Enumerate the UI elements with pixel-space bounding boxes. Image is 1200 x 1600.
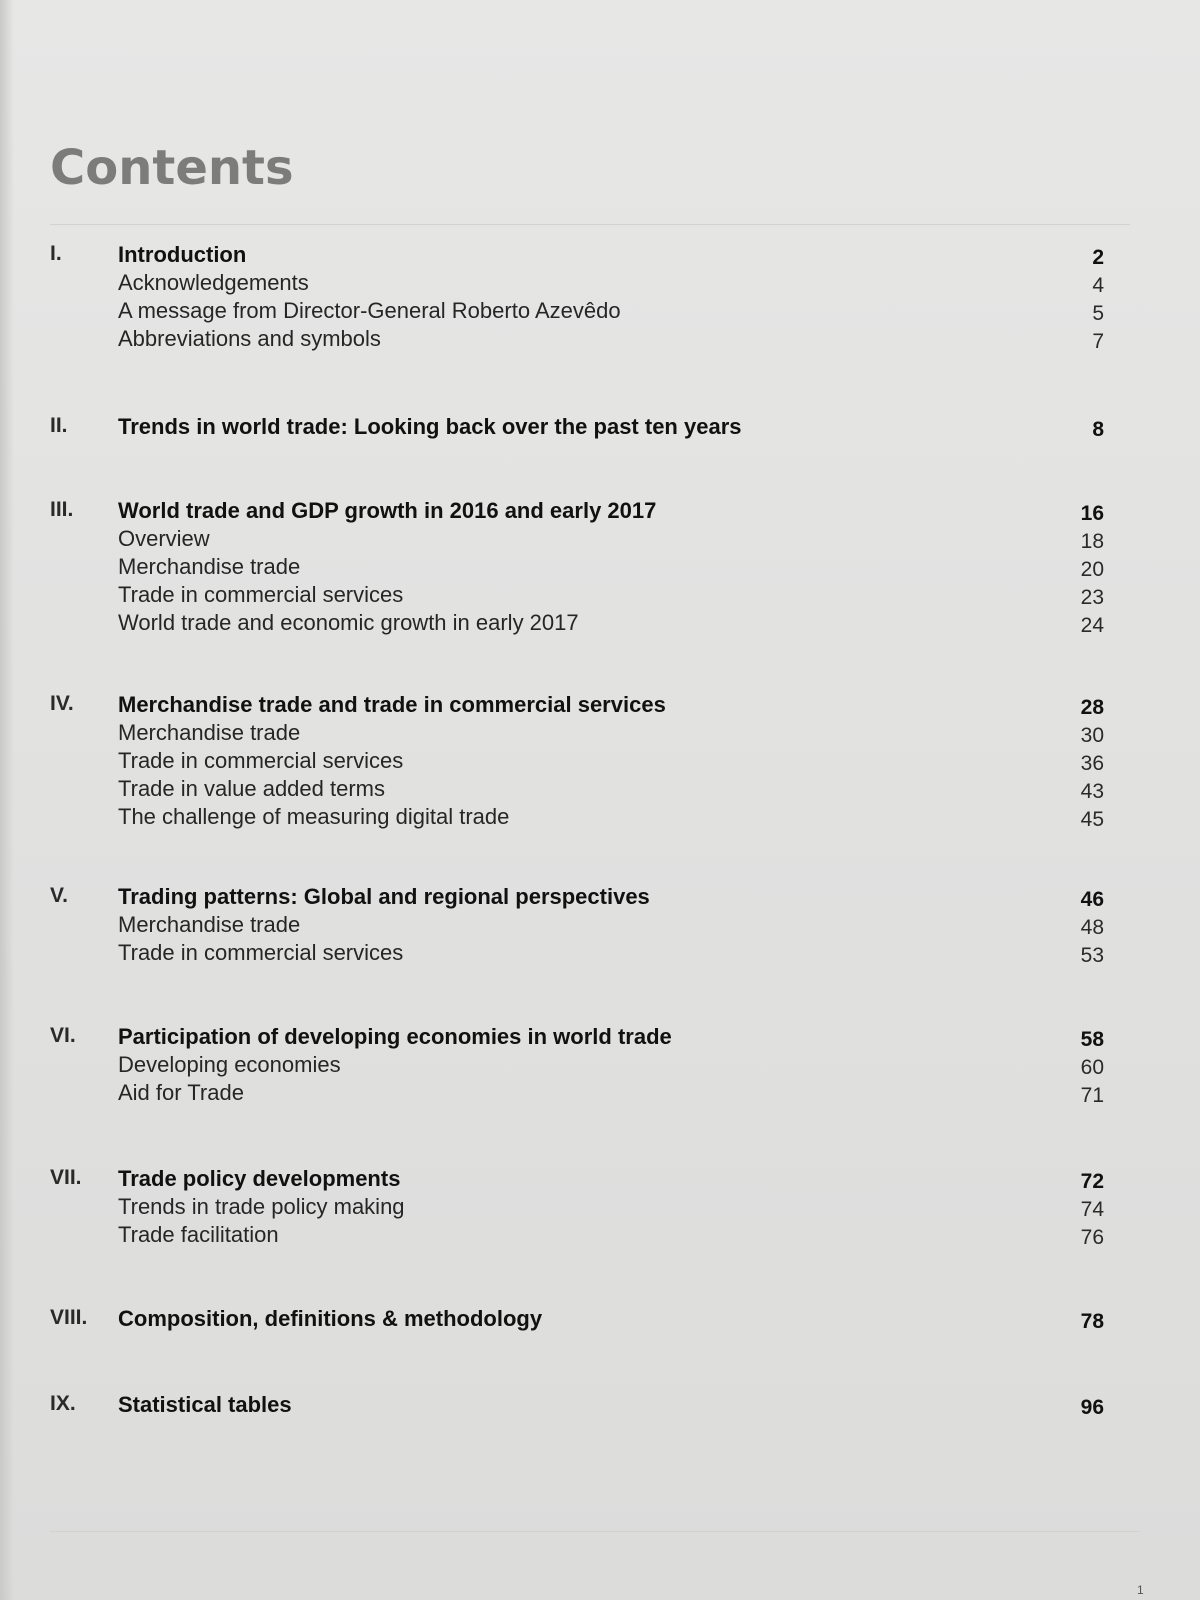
page-number: 23 — [1080, 586, 1104, 609]
entry-title: The challenge of measuring digital trade — [118, 804, 510, 829]
entry-title: Merchandise trade — [118, 912, 301, 937]
entry-title: Merchandise trade — [118, 720, 301, 745]
page-number: 72 — [1080, 1170, 1104, 1193]
entry-title: Trade in value added terms — [118, 776, 385, 801]
entry-title: World trade and economic growth in early 2017 — [118, 610, 579, 635]
page-number: 36 — [1080, 752, 1104, 775]
toc-entry[interactable] — [0, 1080, 1200, 1108]
toc-entry[interactable] — [0, 940, 1200, 968]
entry-title: Trade in commercial services — [118, 748, 404, 773]
toc-entry-introduction[interactable] — [0, 242, 1200, 270]
section-title: Trading patterns: Global and regional perspectives — [118, 884, 650, 909]
toc-entry[interactable] — [0, 748, 1200, 776]
toc-entry-trade-policy[interactable] — [0, 1166, 1200, 1194]
page-title: Contents — [50, 140, 294, 196]
page-number: 76 — [1080, 1226, 1104, 1249]
entry-title: Overview — [118, 526, 210, 551]
section-numeral: IX. — [50, 1392, 76, 1415]
section-title: World trade and GDP growth in 2016 and early 2017 — [118, 498, 657, 523]
page-number: 60 — [1080, 1056, 1104, 1079]
toc-entry[interactable] — [0, 1194, 1200, 1222]
page-number: 5 — [1092, 302, 1104, 325]
entry-title: Trade facilitation — [118, 1222, 279, 1247]
page-number: 20 — [1080, 558, 1104, 581]
toc-entry-merchandise-commercial[interactable] — [0, 692, 1200, 720]
section-numeral: VI. — [50, 1024, 76, 1047]
page-number: 28 — [1080, 696, 1104, 719]
section-numeral: VIII. — [50, 1306, 88, 1329]
page-number: 43 — [1080, 780, 1104, 803]
toc-entry[interactable] — [0, 776, 1200, 804]
toc-entry-trading-patterns[interactable] — [0, 884, 1200, 912]
bottom-divider — [50, 1531, 1140, 1532]
toc-entry[interactable] — [0, 1222, 1200, 1250]
toc-section-8 — [0, 1306, 1200, 1334]
toc-entry[interactable] — [0, 804, 1200, 832]
page-number: 7 — [1092, 330, 1104, 353]
toc-section-6 — [0, 1024, 1200, 1108]
toc-section-1 — [0, 242, 1200, 354]
entry-title: Acknowledgements — [118, 270, 309, 295]
toc-entry[interactable] — [0, 610, 1200, 638]
toc-section-9 — [0, 1392, 1200, 1420]
page-number: 48 — [1080, 916, 1104, 939]
toc-entry[interactable] — [0, 1052, 1200, 1080]
toc-entry[interactable] — [0, 582, 1200, 610]
entry-title: Trends in trade policy making — [118, 1194, 405, 1219]
page-number: 53 — [1080, 944, 1104, 967]
entry-title: Trade in commercial services — [118, 940, 404, 965]
toc-entry-developing-economies[interactable] — [0, 1024, 1200, 1052]
page-number: 46 — [1080, 888, 1104, 911]
toc-section-4 — [0, 692, 1200, 832]
entry-title: Abbreviations and symbols — [118, 326, 381, 351]
page-number: 2 — [1092, 246, 1104, 269]
entry-title: Aid for Trade — [118, 1080, 244, 1105]
toc-entry-statistical-tables[interactable] — [0, 1392, 1200, 1420]
section-title: Participation of developing economies in world trade — [118, 1024, 672, 1049]
toc-section-3 — [0, 498, 1200, 638]
section-title: Trade policy developments — [118, 1166, 401, 1191]
entry-title: A message from Director-General Roberto Azevêdo — [118, 298, 621, 323]
section-title: Trends in world trade: Looking back over the past ten years — [118, 414, 742, 439]
toc-entry-trends[interactable] — [0, 414, 1200, 442]
toc-entry[interactable] — [0, 912, 1200, 940]
section-numeral: II. — [50, 414, 68, 437]
toc-section-7 — [0, 1166, 1200, 1250]
toc-entry[interactable] — [0, 554, 1200, 582]
toc-entry[interactable] — [0, 298, 1200, 326]
toc-section-2 — [0, 414, 1200, 442]
page-number: 18 — [1080, 530, 1104, 553]
entry-title: Trade in commercial services — [118, 582, 404, 607]
page-number: 78 — [1080, 1310, 1104, 1333]
page-number: 96 — [1080, 1396, 1104, 1419]
toc-entry-composition[interactable] — [0, 1306, 1200, 1334]
toc-entry[interactable] — [0, 720, 1200, 748]
page-number: 4 — [1092, 274, 1104, 297]
page-number: 30 — [1080, 724, 1104, 747]
toc-section-5 — [0, 884, 1200, 968]
page-number: 16 — [1080, 502, 1104, 525]
page-folio: 1 — [1137, 1583, 1144, 1597]
page-number: 8 — [1092, 418, 1104, 441]
section-numeral: VII. — [50, 1166, 82, 1189]
section-numeral: I. — [50, 242, 62, 265]
page-number: 24 — [1080, 614, 1104, 637]
page-number: 74 — [1080, 1198, 1104, 1221]
toc-entry[interactable] — [0, 326, 1200, 354]
section-title: Merchandise trade and trade in commercial services — [118, 692, 666, 717]
entry-title: Merchandise trade — [118, 554, 301, 579]
toc-entry[interactable] — [0, 526, 1200, 554]
section-title: Composition, definitions & methodology — [118, 1306, 543, 1331]
top-divider — [50, 224, 1130, 225]
section-title: Statistical tables — [118, 1392, 292, 1417]
toc-entry-world-trade-gdp[interactable] — [0, 498, 1200, 526]
section-numeral: III. — [50, 498, 74, 521]
page-number: 58 — [1080, 1028, 1104, 1051]
toc-entry[interactable] — [0, 270, 1200, 298]
section-numeral: IV. — [50, 692, 74, 715]
section-title: Introduction — [118, 242, 247, 267]
section-numeral: V. — [50, 884, 68, 907]
page-number: 45 — [1080, 808, 1104, 831]
page-number: 71 — [1080, 1084, 1104, 1107]
entry-title: Developing economies — [118, 1052, 341, 1077]
